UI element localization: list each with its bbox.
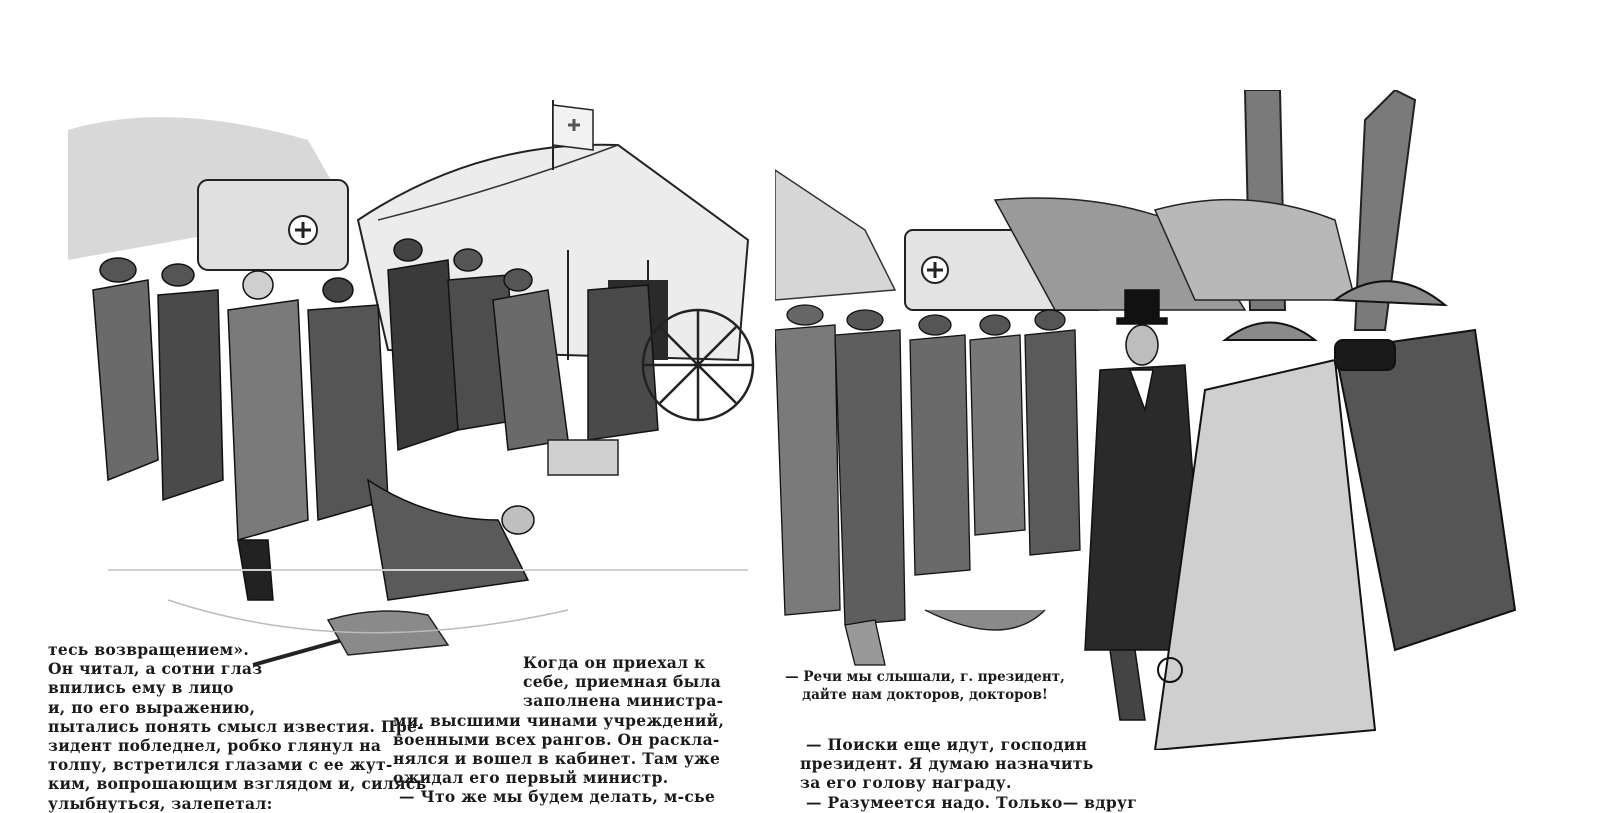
ambulance: [198, 180, 348, 270]
text-line: и, по его выражению,: [48, 697, 256, 717]
text-line: тесь возвращением».: [48, 640, 250, 659]
right-text-column: [800, 735, 1138, 812]
text-line: — Поиски еще идут, господин: [806, 735, 1088, 754]
text-line: ким, вопрошающим взглядом и, силясь: [48, 774, 427, 794]
text-line: за его голову награду.: [800, 773, 1012, 793]
text-line: военными всех рангов. Он раскла-: [393, 729, 720, 749]
left-text-column: [48, 640, 427, 813]
text-line: Он читал, а сотни глаз: [48, 659, 263, 679]
text-line: — Что же мы будем делать, м-сье: [399, 787, 716, 807]
text-line: ожидал его первый министр.: [393, 768, 669, 788]
text-line: заполнена министра-: [523, 691, 724, 711]
text-line: улыбнуться, залепетал:: [48, 793, 273, 813]
left-illustration: [48, 100, 760, 680]
text-line: нялся и вошел в кабинет. Там уже: [393, 749, 721, 769]
illustration-caption: [780, 668, 1070, 704]
text-line: ми, высшими чинами учреждений,: [393, 710, 725, 730]
text-line: пытались понять смысл известия. Пре-: [48, 716, 424, 736]
president-scene-drawing: [775, 90, 1540, 750]
text-line: — Разумеется надо. Только— вдруг: [806, 792, 1138, 812]
caption-line: — Речи мы слышали, г. президент,: [785, 669, 1065, 685]
middle-text-column: [393, 653, 725, 807]
text-line: впились ему в лицо: [48, 678, 234, 698]
text-line: себе, приемная была: [523, 672, 722, 692]
text-line: президент. Я думаю назначить: [800, 754, 1094, 774]
text-line: толпу, встретился глазами с ее жут-: [48, 755, 393, 775]
middle-column-top: [393, 653, 725, 711]
right-illustration: [775, 90, 1540, 750]
cannon-wheel: [643, 310, 753, 420]
text-line: Когда он приехал к: [523, 653, 706, 672]
caption-line: дайте нам докторов, докторов!: [802, 687, 1048, 703]
text-line: зидент побледнел, робко глянул на: [48, 736, 382, 756]
crowd-scene-drawing: [48, 100, 760, 680]
